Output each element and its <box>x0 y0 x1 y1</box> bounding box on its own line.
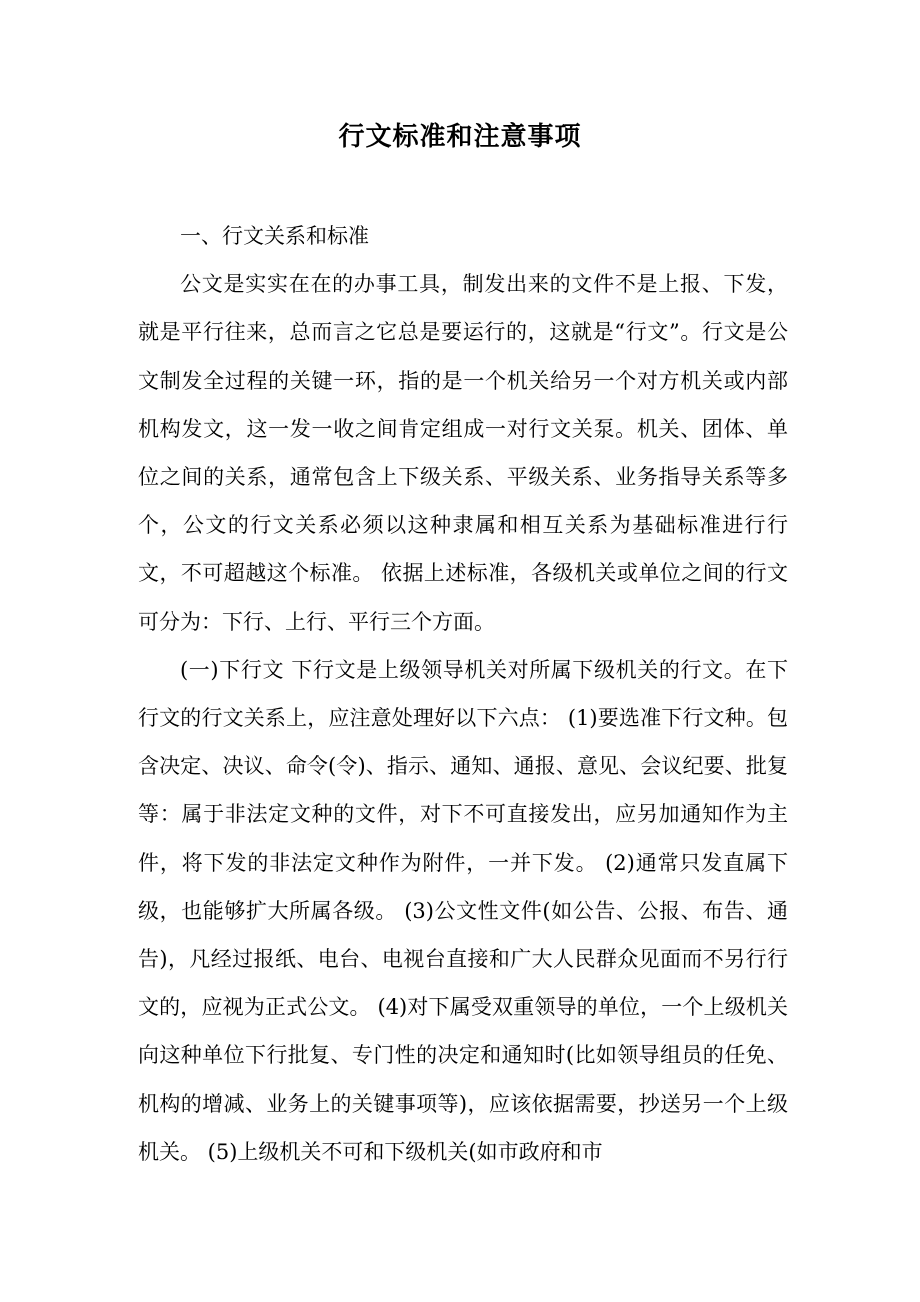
body-paragraph: 公文是实实在在的办事工具，制发出来的文件不是上报、下发，就是平行往来，总而言之它总是要运行的，这就是“行文”。行文是公文制发全过程的关键一环，指的是一个机关给另一个对方机关或内部机构发文，这一发一收之间肯定组成一对行文关泵。机关、团体、单位之间的关系，通常包含上下级关系、平级关系、业务指导关系等多个，公文的行文关系必须以这种隶属和相互关系为基础标准进行行文，不可超越这个标准。 依据上述标准，各级机关或单位之间的行文可分为：下行、上行、平行三个方面。 <box>138 272 788 634</box>
section-heading: 一、行文关系和标准 <box>180 224 369 248</box>
document-title: 行文标准和注意事项 <box>338 122 582 152</box>
body-paragraph: (一)下行文 下行文是上级领导机关对所属下级机关的行文。在下行文的行文关系上，应注意处理好以下六点： (1)要选准下行文种。包含决定、决议、命令(令)、指示、通知、通报、意见、会议纪要、批复等：属于非法定文种的文件，对下不可直接发出，应另加通知作为主件，将下发的非法定文种作为附件，一并下发。 (2)通常只发直属下级，也能够扩大所属各级。 (3)公文性文件(如公告、公报、布告、通告)，凡经过报纸、电台、电视台直接和广大人民群众见面而不另行行文的，应视为正式公文。 (4)对下属受双重领导的单位，一个上级机关向这种单位下行批复、专门性的决定和通知时(比如领导组员的任免、机构的增减、业务上的关键事项等)，应该依据需要，抄送另一个上级机关。 (5)上级机关不可和下级机关(如市政府和市 <box>138 657 788 1164</box>
document-body <box>138 212 788 1176</box>
